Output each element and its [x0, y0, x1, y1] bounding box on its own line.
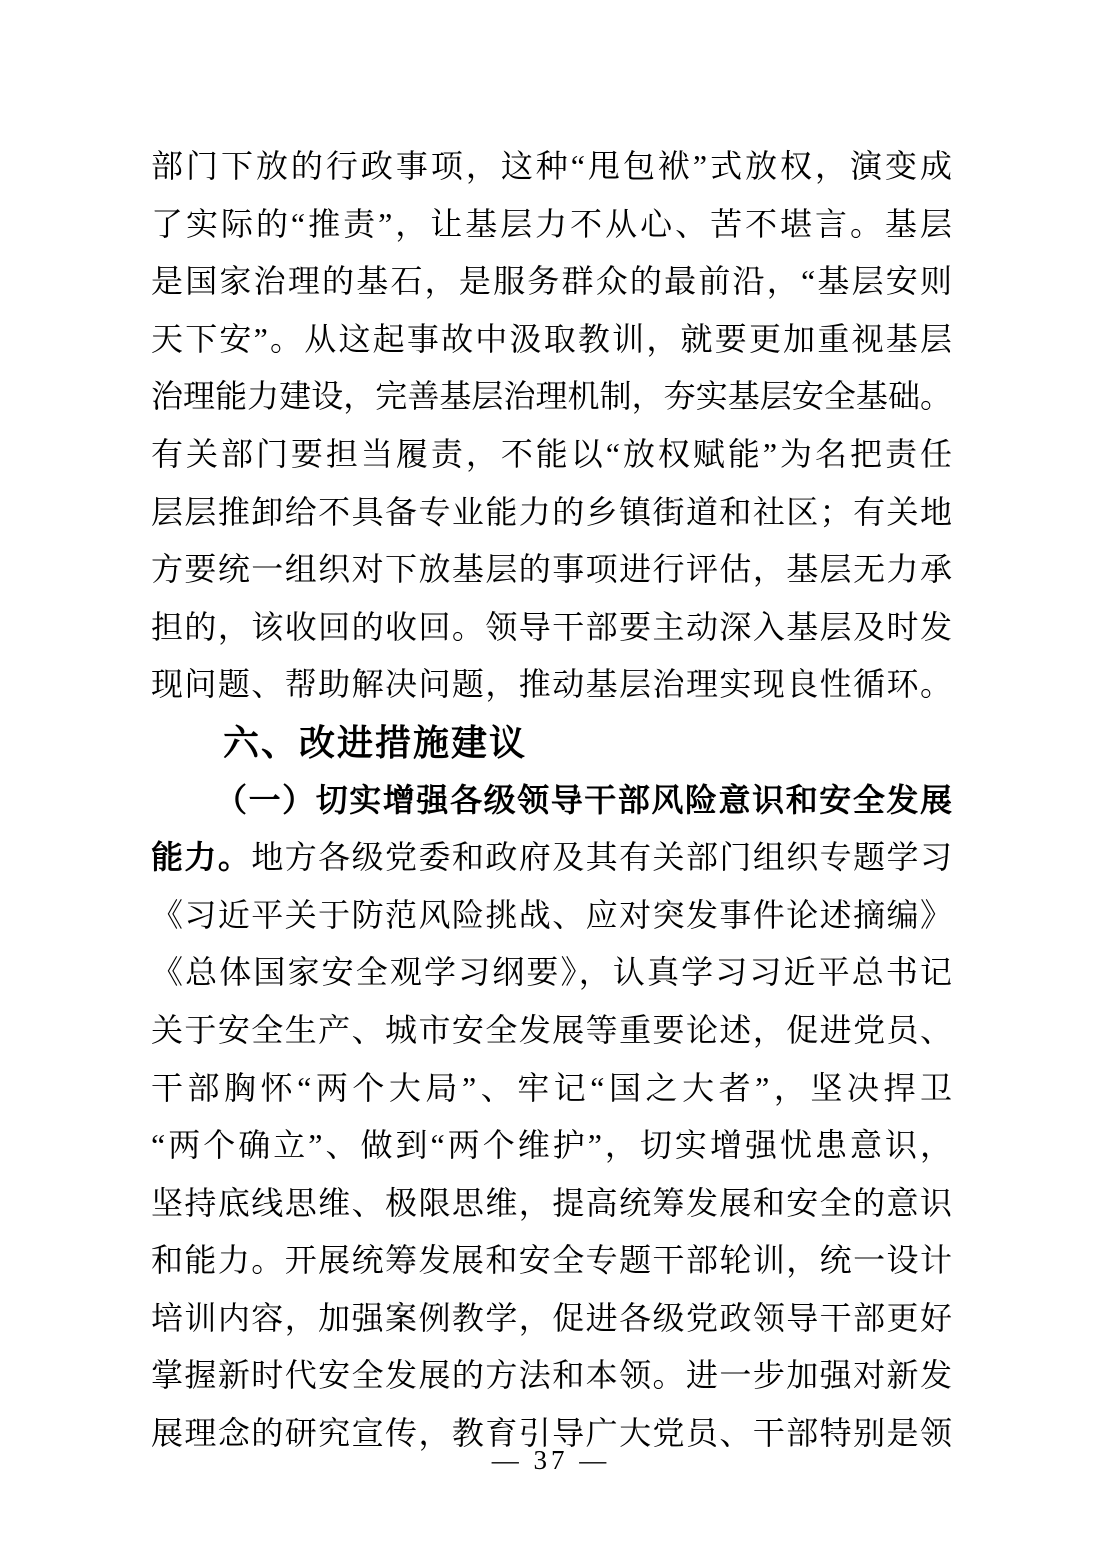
text-line: 和能力。开展统筹发展和安全专题干部轮训，统一设计: [151, 1242, 952, 1279]
paragraph-lines: [151, 138, 952, 714]
paragraph-lines: [151, 887, 952, 1463]
text-line: 培训内容，加强案例教学，促进各级党政领导干部更好: [151, 1299, 952, 1336]
text-block: [151, 138, 952, 1463]
text-line: 层层推卸给不具备专业能力的乡镇街道和社区；有关地: [151, 493, 952, 530]
continuation-paragraph: [151, 138, 952, 714]
text-line: 担的，该收回的收回。领导干部要主动深入基层及时发: [151, 608, 952, 645]
text-line: 掌握新时代安全发展的方法和本领。进一步加强对新发: [151, 1357, 952, 1394]
regular-text-run: 地方各级党委和政府及其有关部门组织专题学习: [251, 839, 952, 876]
text-line: 展理念的研究宣传，教育引导广大党员、干部特别是领: [151, 1415, 952, 1452]
text-line: 是国家治理的基石，是服务群众的最前沿，“基层安则: [151, 263, 952, 300]
recommendation-lead-line: （一）切实增强各级领导干部风险意识和安全发展: [215, 781, 952, 818]
section-heading: 六、改进措施建议: [223, 721, 528, 763]
text-line: 部门下放的行政事项，这种“甩包袱”式放权，演变成: [151, 148, 952, 184]
text-line: 关于安全生产、城市安全发展等重要论述，促进党员、: [151, 1011, 952, 1048]
recommendation-second-line: [151, 829, 952, 887]
text-line: 干部胸怀“两个大局”、牢记“国之大者”，坚决捍卫: [151, 1069, 952, 1106]
text-line: 天下安”。从这起事故中汲取教训，就要更加重视基层: [151, 320, 952, 357]
text-line: 坚持底线思维、极限思维，提高统筹发展和安全的意识: [151, 1184, 952, 1221]
page-number: — 37 —: [491, 1445, 611, 1475]
bold-text-run: 能力。: [151, 839, 252, 876]
text-line: 方要统一组织对下放基层的事项进行评估，基层无力承: [151, 551, 952, 588]
page-footer: [0, 1445, 1102, 1476]
text-line: 现问题、帮助解决问题，推动基层治理实现良性循环。: [151, 666, 952, 703]
text-line: 有关部门要担当履责，不能以“放权赋能”为名把责任: [151, 435, 952, 472]
text-line: 治理能力建设，完善基层治理机制，夯实基层安全基础。: [151, 378, 952, 415]
text-line: 《总体国家安全观学习纲要》，认真学习习近平总书记: [151, 954, 952, 991]
recommendation-paragraph: [151, 772, 952, 1463]
text-line: 《习近平关于防范风险挑战、应对突发事件论述摘编》: [151, 896, 952, 933]
text-line: “两个确立”、做到“两个维护”，切实增强忧患意识，: [151, 1127, 952, 1164]
text-line: 了实际的“推责”，让基层力不从心、苦不堪言。基层: [151, 205, 952, 242]
